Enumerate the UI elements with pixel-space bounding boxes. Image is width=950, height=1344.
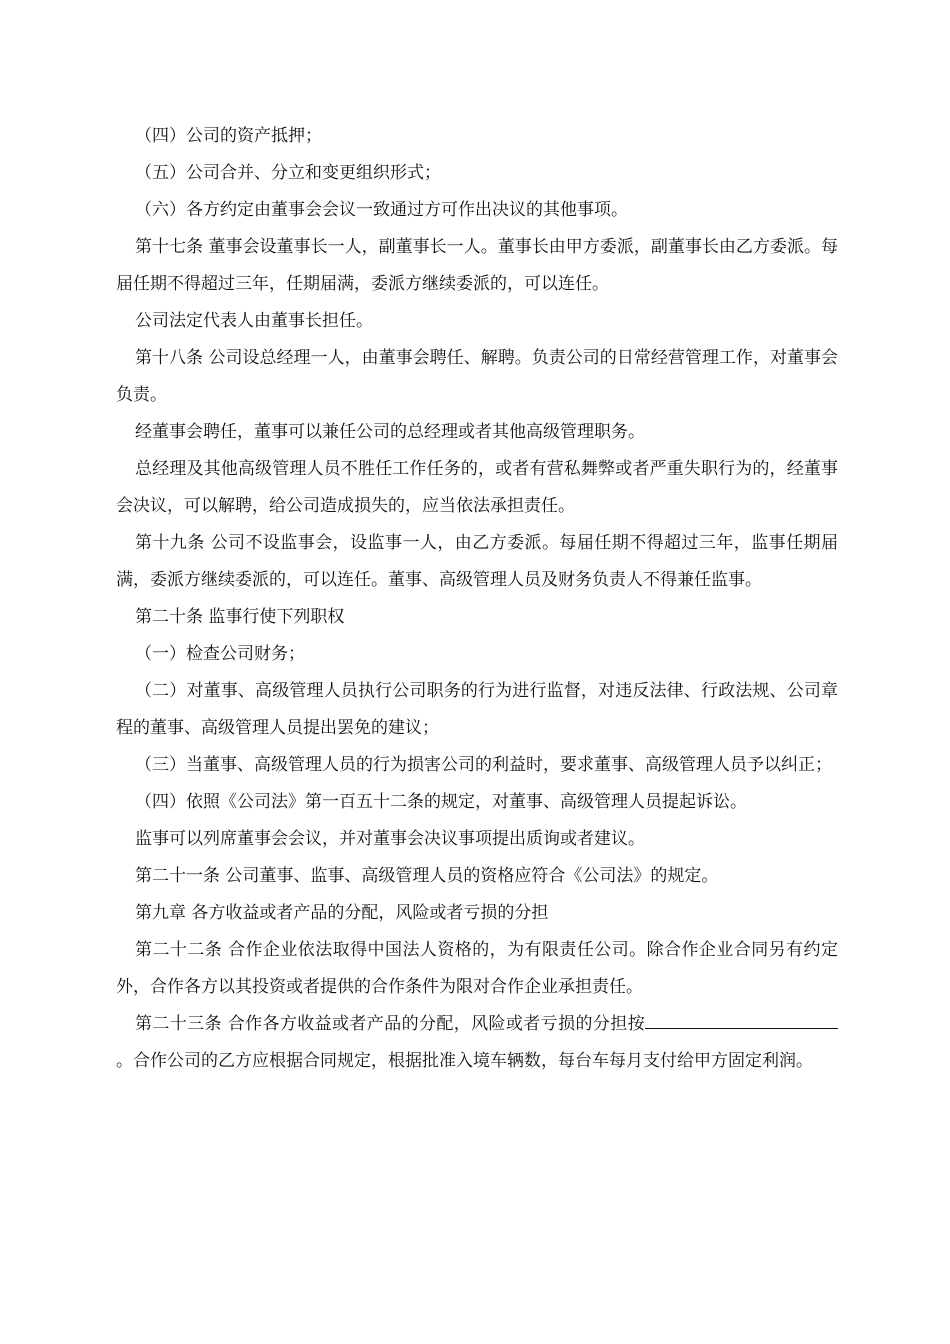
article-22: 第二十二条 合作企业依法取得中国法人资格的，为有限责任公司。除合作企业合同另有约定外，合作各方以其投资或者提供的合作条件为限对合作企业承担责任。: [116, 940, 838, 997]
clause-item: （四）公司的资产抵押；: [135, 126, 322, 146]
clause-item: （四）依照《公司法》第一百五十二条的规定，对董事、高级管理人员提起诉讼。: [135, 792, 747, 812]
article-17: 第十七条 董事会设董事长一人，副董事长一人。董事长由甲方委派，副董事长由乙方委派。每届任期不得超过三年，任期届满，委派方继续委派的，可以连任。: [116, 237, 838, 294]
clause-item: （五）公司合并、分立和变更组织形式；: [135, 163, 441, 183]
clause-item: （二）对董事、高级管理人员执行公司职务的行为进行监督，对违反法律、行政法规、公司章程的董事、高级管理人员提出罢免的建议；: [116, 681, 838, 738]
paragraph-text: 经董事会聘任，董事可以兼任公司的总经理或者其他高级管理职务。: [135, 422, 645, 442]
article-19: 第十九条 公司不设监事会，设监事一人，由乙方委派。每届任期不得超过三年，监事任期届满，委派方继续委派的，可以连任。董事、高级管理人员及财务负责人不得兼任监事。: [116, 533, 838, 590]
article-20: 第二十条 监事行使下列职权: [135, 607, 345, 627]
article-23: [116, 1006, 838, 1080]
paragraph-text: 监事可以列席董事会会议，并对董事会决议事项提出质询或者建议。: [135, 829, 645, 849]
paragraph-text: 总经理及其他高级管理人员不胜任工作任务的，或者有营私舞弊或者严重失职行为的，经董事会决议，可以解聘，给公司造成损失的，应当依法承担责任。: [116, 459, 838, 516]
document-body: [116, 118, 838, 1080]
article-23-text-start: 第二十三条 合作各方收益或者产品的分配，风险或者亏损的分担按: [135, 1014, 645, 1034]
clause-item: （三）当董事、高级管理人员的行为损害公司的利益时，要求董事、高级管理人员予以纠正；: [135, 755, 832, 775]
fill-in-blank[interactable]: [645, 1027, 781, 1029]
article-23-text-end: 。合作公司的乙方应根据合同规定，根据批准入境车辆数，每台车每月支付给甲方固定利润。: [116, 1051, 813, 1071]
article-21: 第二十一条 公司董事、监事、高级管理人员的资格应符合《公司法》的规定。: [135, 866, 719, 886]
fill-in-blank-continued[interactable]: [781, 1027, 838, 1029]
clause-item: （六）各方约定由董事会会议一致通过方可作出决议的其他事项。: [135, 200, 628, 220]
paragraph-text: 公司法定代表人由董事长担任。: [135, 311, 373, 331]
clause-item: （一）检查公司财务；: [135, 644, 305, 664]
chapter-heading: 第九章 各方收益或者产品的分配，风险或者亏损的分担: [135, 903, 549, 923]
article-18: 第十八条 公司设总经理一人，由董事会聘任、解聘。负责公司的日常经营管理工作，对董事会负责。: [116, 348, 838, 405]
